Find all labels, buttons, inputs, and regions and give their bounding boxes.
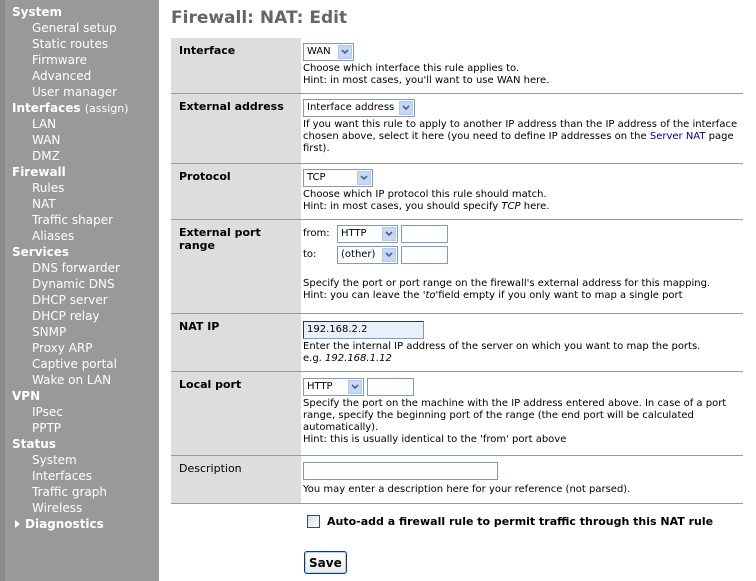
to-label: to: [303,248,317,260]
external-port-range-cell [301,220,743,313]
nat-ip-cell [301,314,743,371]
sidebar-section-services: Services [12,245,70,259]
sidebar-item-aliases[interactable]: Aliases [32,229,75,243]
sidebar-item-traffic-shaper[interactable]: Traffic shaper [32,213,114,227]
from-port-select[interactable]: HTTP [337,225,398,243]
protocol-cell [301,164,743,219]
chevron-down-icon [338,45,352,59]
sidebar-section-vpn: VPN [12,389,41,403]
to-port-select[interactable]: (other) [337,246,398,264]
sidebar-item-diagnostics[interactable]: Diagnostics [12,516,159,532]
sidebar-item-wan[interactable]: WAN [32,133,61,147]
external-address-label: External address [171,94,301,163]
sidebar-item-advanced[interactable]: Advanced [32,69,92,83]
sidebar-item-general-setup[interactable]: General setup [32,21,117,35]
description-label: Description [171,456,301,503]
sidebar-item-firmware[interactable]: Firmware [32,53,87,67]
sidebar-item-ipsec[interactable]: IPsec [32,405,63,419]
local-port-cell [301,372,743,455]
auto-add-row [307,513,743,529]
from-label: from: [303,227,330,239]
nat-edit-form [171,38,743,529]
local-port-select[interactable]: HTTP [303,378,364,396]
sidebar-item-user-manager[interactable]: User manager [32,85,118,99]
expand-triangle-icon [15,520,20,528]
protocol-label: Protocol [171,164,301,219]
sidebar-section-interfaces: Interfaces (assign) [12,101,129,115]
sidebar-item-traffic-graph[interactable]: Traffic graph [32,485,107,499]
external-address-help: If you want this rule to apply to another IP address than the IP address of the interface chosen above, select it here (you need to define IP addresses on the Server NAT page first). [303,119,738,154]
sidebar-item-dmz[interactable]: DMZ [32,149,60,163]
to-port-input[interactable] [401,246,448,264]
sidebar-item-rules[interactable]: Rules [32,181,65,195]
external-port-range-help: Specify the port or port range on the firewall's external address for this mapping. Hint: you can leave the 'to'field empty if you only want to map a single port [303,278,711,301]
sidebar-item-captive-portal[interactable]: Captive portal [32,357,117,371]
sidebar-item-status-interfaces[interactable]: Interfaces [32,469,92,483]
interface-help: Choose which interface this rule applies to. Hint: in most cases, you'll want to use WAN here. [303,63,550,86]
server-nat-link[interactable]: Server NAT [649,131,706,142]
sidebar-section-system: System [12,5,62,19]
sidebar-item-lan[interactable]: LAN [32,117,57,131]
sidebar-item-proxy-arp[interactable]: Proxy ARP [32,341,93,355]
auto-add-label[interactable]: Auto-add a firewall rule to permit traffic through this NAT rule [327,514,714,528]
sidebar-item-dynamic-dns[interactable]: Dynamic DNS [32,277,115,291]
row-external-address [171,94,743,164]
sidebar-item-wireless[interactable]: Wireless [32,501,83,515]
sidebar-item-dns-forwarder[interactable]: DNS forwarder [32,261,120,275]
interface-cell [301,38,743,93]
sidebar-section-status: Status [12,437,56,451]
description-help: You may enter a description here for your reference (not parsed). [303,484,631,495]
nat-ip-help: Enter the internal IP address of the server on which you want to map the ports. e.g. 192.168.1.12 [303,341,701,364]
row-nat-ip [171,314,743,372]
sidebar-item-dhcp-server[interactable]: DHCP server [32,293,108,307]
chevron-down-icon [348,380,362,394]
local-port-help: Specify the port on the machine with the IP address entered above. In case of a port range, specify the beginning port of the range (the end port will be calculated automatically). Hint: this is usually identical to the 'from' port above [303,398,727,445]
assign-link[interactable]: (assign) [84,102,129,115]
chevron-down-icon [382,227,396,241]
row-local-port [171,372,743,456]
interface-select[interactable]: WAN [303,43,354,61]
row-protocol [171,164,743,220]
external-address-select[interactable]: Interface address [303,99,415,117]
external-port-range-label: External port range [171,220,301,313]
sidebar-item-status-system[interactable]: System [32,453,77,467]
row-interface [171,38,743,94]
sidebar-item-dhcp-relay[interactable]: DHCP relay [32,309,100,323]
nat-ip-input[interactable]: 192.168.2.2 [303,321,424,339]
sidebar-item-static-routes[interactable]: Static routes [32,37,109,51]
sidebar-section-firewall: Firewall [12,165,66,179]
local-port-input[interactable] [367,378,414,396]
local-port-label: Local port [171,372,301,455]
sidebar-item-nat[interactable]: NAT [32,197,56,211]
chevron-down-icon [382,248,396,262]
sidebar-item-pptp[interactable]: PPTP [32,421,62,435]
protocol-help: Choose which IP protocol this rule should match. Hint: in most cases, you should specify TCP here. [303,189,550,212]
nat-ip-label: NAT IP [171,314,301,371]
chevron-down-icon [399,101,413,115]
save-button[interactable]: Save [304,551,347,574]
description-cell [301,456,743,503]
row-description [171,456,743,504]
sidebar-item-snmp[interactable]: SNMP [32,325,67,339]
interface-label: Interface [171,38,301,93]
auto-add-checkbox[interactable] [307,515,320,528]
row-external-port-range [171,220,743,314]
from-port-input[interactable] [401,225,448,243]
description-input[interactable] [303,462,498,480]
external-address-cell [301,94,743,163]
protocol-select[interactable]: TCP [303,169,373,187]
sidebar-nav [0,0,159,581]
sidebar-item-wake-on-lan[interactable]: Wake on LAN [32,373,112,387]
chevron-down-icon [357,171,371,185]
page-title: Firewall: NAT: Edit [171,8,348,28]
